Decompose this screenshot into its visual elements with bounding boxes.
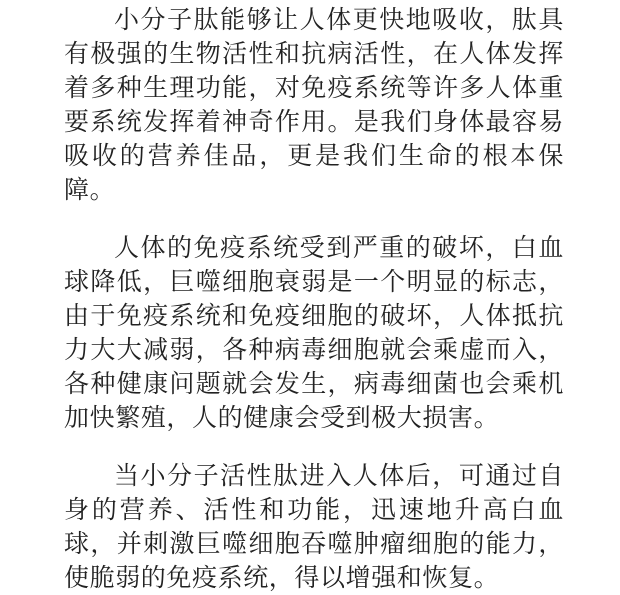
paragraph-peptide-effect: 当小分子活性肽进入人体后，可通过自身的营养、活性和功能，迅速地升高白血球，并刺激巨噬细胞吞噬肿瘤细胞的能力，使脆弱的免疫系统，得以增强和恢复。	[64, 461, 564, 592]
paragraph-immune-damage: 人体的免疫系统受到严重的破坏，白血球降低，巨噬细胞衰弱是一个明显的标志，由于免疫系统和免疫细胞的破坏，人体抵抗力大大减弱，各种病毒细胞就会乘虚而入，各种健康问题就会发生，病毒细菌也会乘机加快繁殖，人的健康会受到极大损害。	[64, 233, 564, 432]
article-body	[64, 0, 564, 595]
paragraph-peptide-absorption: 小分子肽能够让人体更快地吸收，肽具有极强的生物活性和抗病活性，在人体发挥着多种生理功能，对免疫系统等许多人体重要系统发挥着神奇作用。是我们身体最容易吸收的营养佳品，更是我们生命的根本保障。	[64, 5, 564, 204]
